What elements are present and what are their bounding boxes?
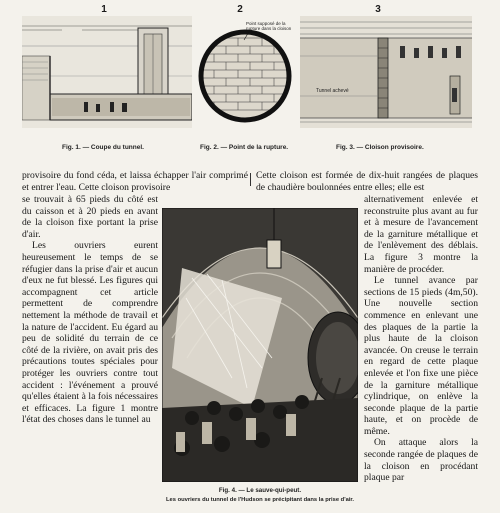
left-paragraph-1: se trouvait à 65 pieds du côté est du caisson et à 20 pieds en avant de la cloison fixe portant la prise d'air. [22,194,158,240]
fig2-illustration [194,16,296,128]
top-left-text: provisoire du fond céda, et laissa échapper l'air comprimé et entrer l'eau. Cette cloison provisoire [22,170,248,193]
right-paragraph-1: alternativement enlevée et reconstruite plus avant au fur et à mesure de l'avancement de la garniture métallique et de l'enlèvement des déblais. La figure 3 montre la manière de procéder. [364,194,478,275]
fig3-number: 3 [375,4,381,15]
left-column [22,194,158,426]
fig4-illustration [162,208,358,482]
top-right-text: Cette cloison est formée de dix-huit rangées de plaques de chaudière boulonnées entre elles; elle est [256,170,478,193]
fig3-illustration [300,16,472,128]
fig1-number: 1 [101,4,107,15]
fig2-annotation: Point supposé de la rupture dans la cloison [246,21,292,31]
fig2-caption: Fig. 2. — Point de la rupture. [200,144,289,151]
fig1-caption: Fig. 1. — Coupe du tunnel. [62,144,144,151]
fig1-illustration [22,16,192,128]
fig4-caption-title: Fig. 4. — Le sauve-qui-peut. [218,487,302,494]
column-rule [250,173,251,186]
left-paragraph-2: Les ouvriers eurent heureusement le temps de se réfugier dans la prise d'air et aucun d'eux ne fut blessé. Les figures qui accompagnent cet article permettent de comprendre nettement la méthode de travail et la nature de l'accident. Eu égard au peu de solidité du terrain de ce côté de la rivière, on avait pris des précautions toutes spéciales pour protéger les ouvriers contre tout accident : l'événement a prouvé qu'elles étaient à la fois nécessaires et efficaces. La figure 1 montre l'état des choses dans le tunnel au [22,240,158,426]
right-paragraph-3: On attaque alors la seconde rangée de plaques de la cloison en procédant plaque par [364,437,478,484]
fig2-number: 2 [237,4,243,15]
right-column [364,194,478,484]
fig3-caption: Fig. 3. — Cloison provisoire. [336,144,424,151]
right-paragraph-2: Le tunnel avance par sections de 15 pieds (4m,50). Une nouvelle section commence en enlevant une des plaques de la partie la plus haute de la cloison avancée. On creuse le terrain en regard de cette plaque enlevée et l'on fixe une pièce de la garniture métallique cylindrique, on enlève la seconde plaque de la partie haute, et on procède de même. [364,275,478,437]
fig4-caption-subtitle: Les ouvriers du tunnel de l'Hudson se précipitant dans la prise d'air. [166,497,354,503]
svg-text:Tunnel achevé: Tunnel achevé [316,88,349,94]
